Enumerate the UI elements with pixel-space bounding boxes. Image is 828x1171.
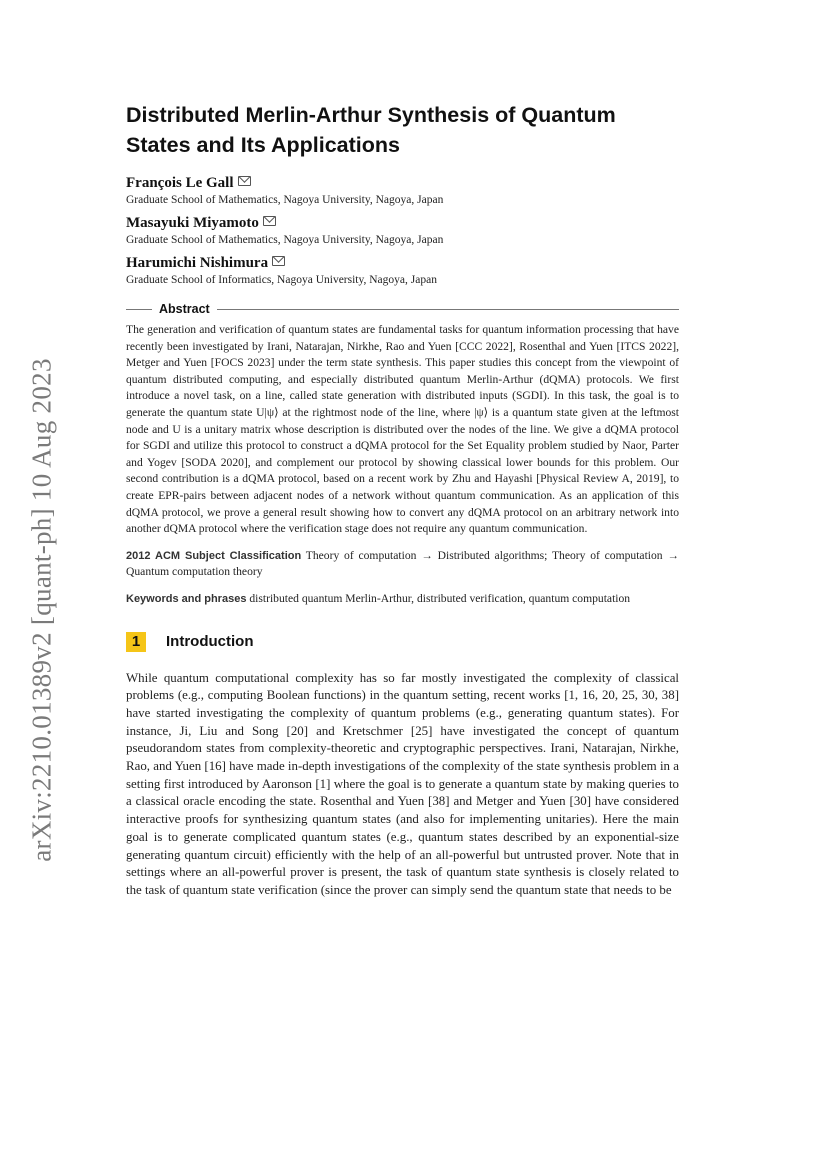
author-entry [126,254,679,288]
keywords-text: distributed quantum Merlin-Arthur, distributed verification, quantum computation [249,591,631,605]
section-title: Introduction [166,633,254,650]
author-entry [126,174,679,208]
arxiv-sidebar [20,340,64,880]
author-affiliation: Graduate School of Mathematics, Nagoya University, Nagoya, Japan [126,194,444,206]
acm-text: Theory of computation → Distributed algorithms; Theory of computation → Quantum computation theory [126,548,679,579]
introduction-text: While quantum computational complexity has so far mostly investigated the complexity of classical problems (e.g., computing Boolean functions) in the quantum setting, recent works [1, 16, 20, 25, 30, 38] have started investigating the complexity of quantum problems (e.g., generating quantum states). For instance, Ji, Liu and Song [20] and Kretschmer [25] have investigated the concept of quantum pseudorandom states from complexity-theoretic and cryptographic perspectives. Irani, Natarajan, Nirkhe, Rao, and Yuen [16] have made in-depth investigations of the complexity of the state synthesis problem in a setting first introduced by Aaronson [1] where the goal is to generate a quantum state by making queries to a classical oracle encoding the state. Rosenthal and Yuen [38] and Metger and Yuen [30] have considered interactive proofs for synthesizing quantum states (and also for implementing unitaries). Here the main goal is to generate complicated quantum states (e.g., quantum states described by an exponential-size generating quantum circuit) efficiently with the help of an all-powerful but untrusted prover. Note that in settings where an all-powerful prover is present, the task of quantum state synthesis is closely related to the task of quantum state verification (since the prover can simply send the quantum state that needs to be [126,670,679,897]
author-name: François Le Gall [126,175,234,191]
abstract-rule-right [217,309,679,310]
author-affiliation: Graduate School of Mathematics, Nagoya University, Nagoya, Japan [126,234,444,246]
paper-title: Distributed Merlin-Arthur Synthesis of Quantum States and Its Applications [126,103,616,157]
paper-page [126,100,679,900]
author-name: Masayuki Miyamoto [126,215,259,231]
section-number: 1 [126,632,146,652]
author-name: Harumichi Nishimura [126,255,269,271]
acm-label: 2012 ACM Subject Classification [126,549,302,562]
envelope-icon[interactable] [263,216,276,226]
author-entry [126,214,679,248]
abstract-label: Abstract [159,302,210,316]
abstract-rule-left [126,309,152,310]
section-heading [126,632,679,652]
abstract-heading [126,302,679,316]
abstract-text: The generation and verification of quantum states are fundamental tasks for quantum information processing that have recently been investigated by Irani, Natarajan, Nirkhe, Rao and Yuen [CCC 2022], Rosenthal and Yuen [ITCS 2022], Metger and Yuen [FOCS 2023] under the term state synthesis. This paper studies this concept from the viewpoint of quantum distributed computing, and especially distributed quantum Merlin-Arthur (dQMA) protocols. We first introduce a novel task, on a line, called state generation with distributed inputs (SGDI). In this task, the goal is to generate the quantum state U|ψ⟩ at the rightmost node of the line, where |ψ⟩ is a quantum state given at the leftmost node and U is a unitary matrix whose description is distributed over the nodes of the line. We give a dQMA protocol for SGDI and utilize this protocol to construct a dQMA protocol for the Set Equality problem studied by Naor, Parter and Yogev [SODA 2020], and complement our protocol by showing classical lower bounds for this problem. Our second contribution is a dQMA protocol, based on a recent work by Zhu and Hayashi [Physical Review A, 2019], to create EPR-pairs between adjacent nodes of a network without quantum communication. As an application of this dQMA protocol, we prove a general result showing how to convert any dQMA protocol on an arbitrary network into another dQMA protocol where the verification stage does not require any quantum communication. [126,323,679,536]
envelope-icon[interactable] [272,256,285,266]
author-affiliation: Graduate School of Informatics, Nagoya University, Nagoya, Japan [126,274,437,286]
acm-classification [126,548,679,581]
author-list [126,174,679,288]
envelope-icon[interactable] [238,176,251,186]
arxiv-identifier: arXiv:2210.01389v2 [quant-ph] 10 Aug 2023 [26,358,57,862]
keywords-label: Keywords and phrases [126,592,247,605]
keywords [126,591,679,608]
